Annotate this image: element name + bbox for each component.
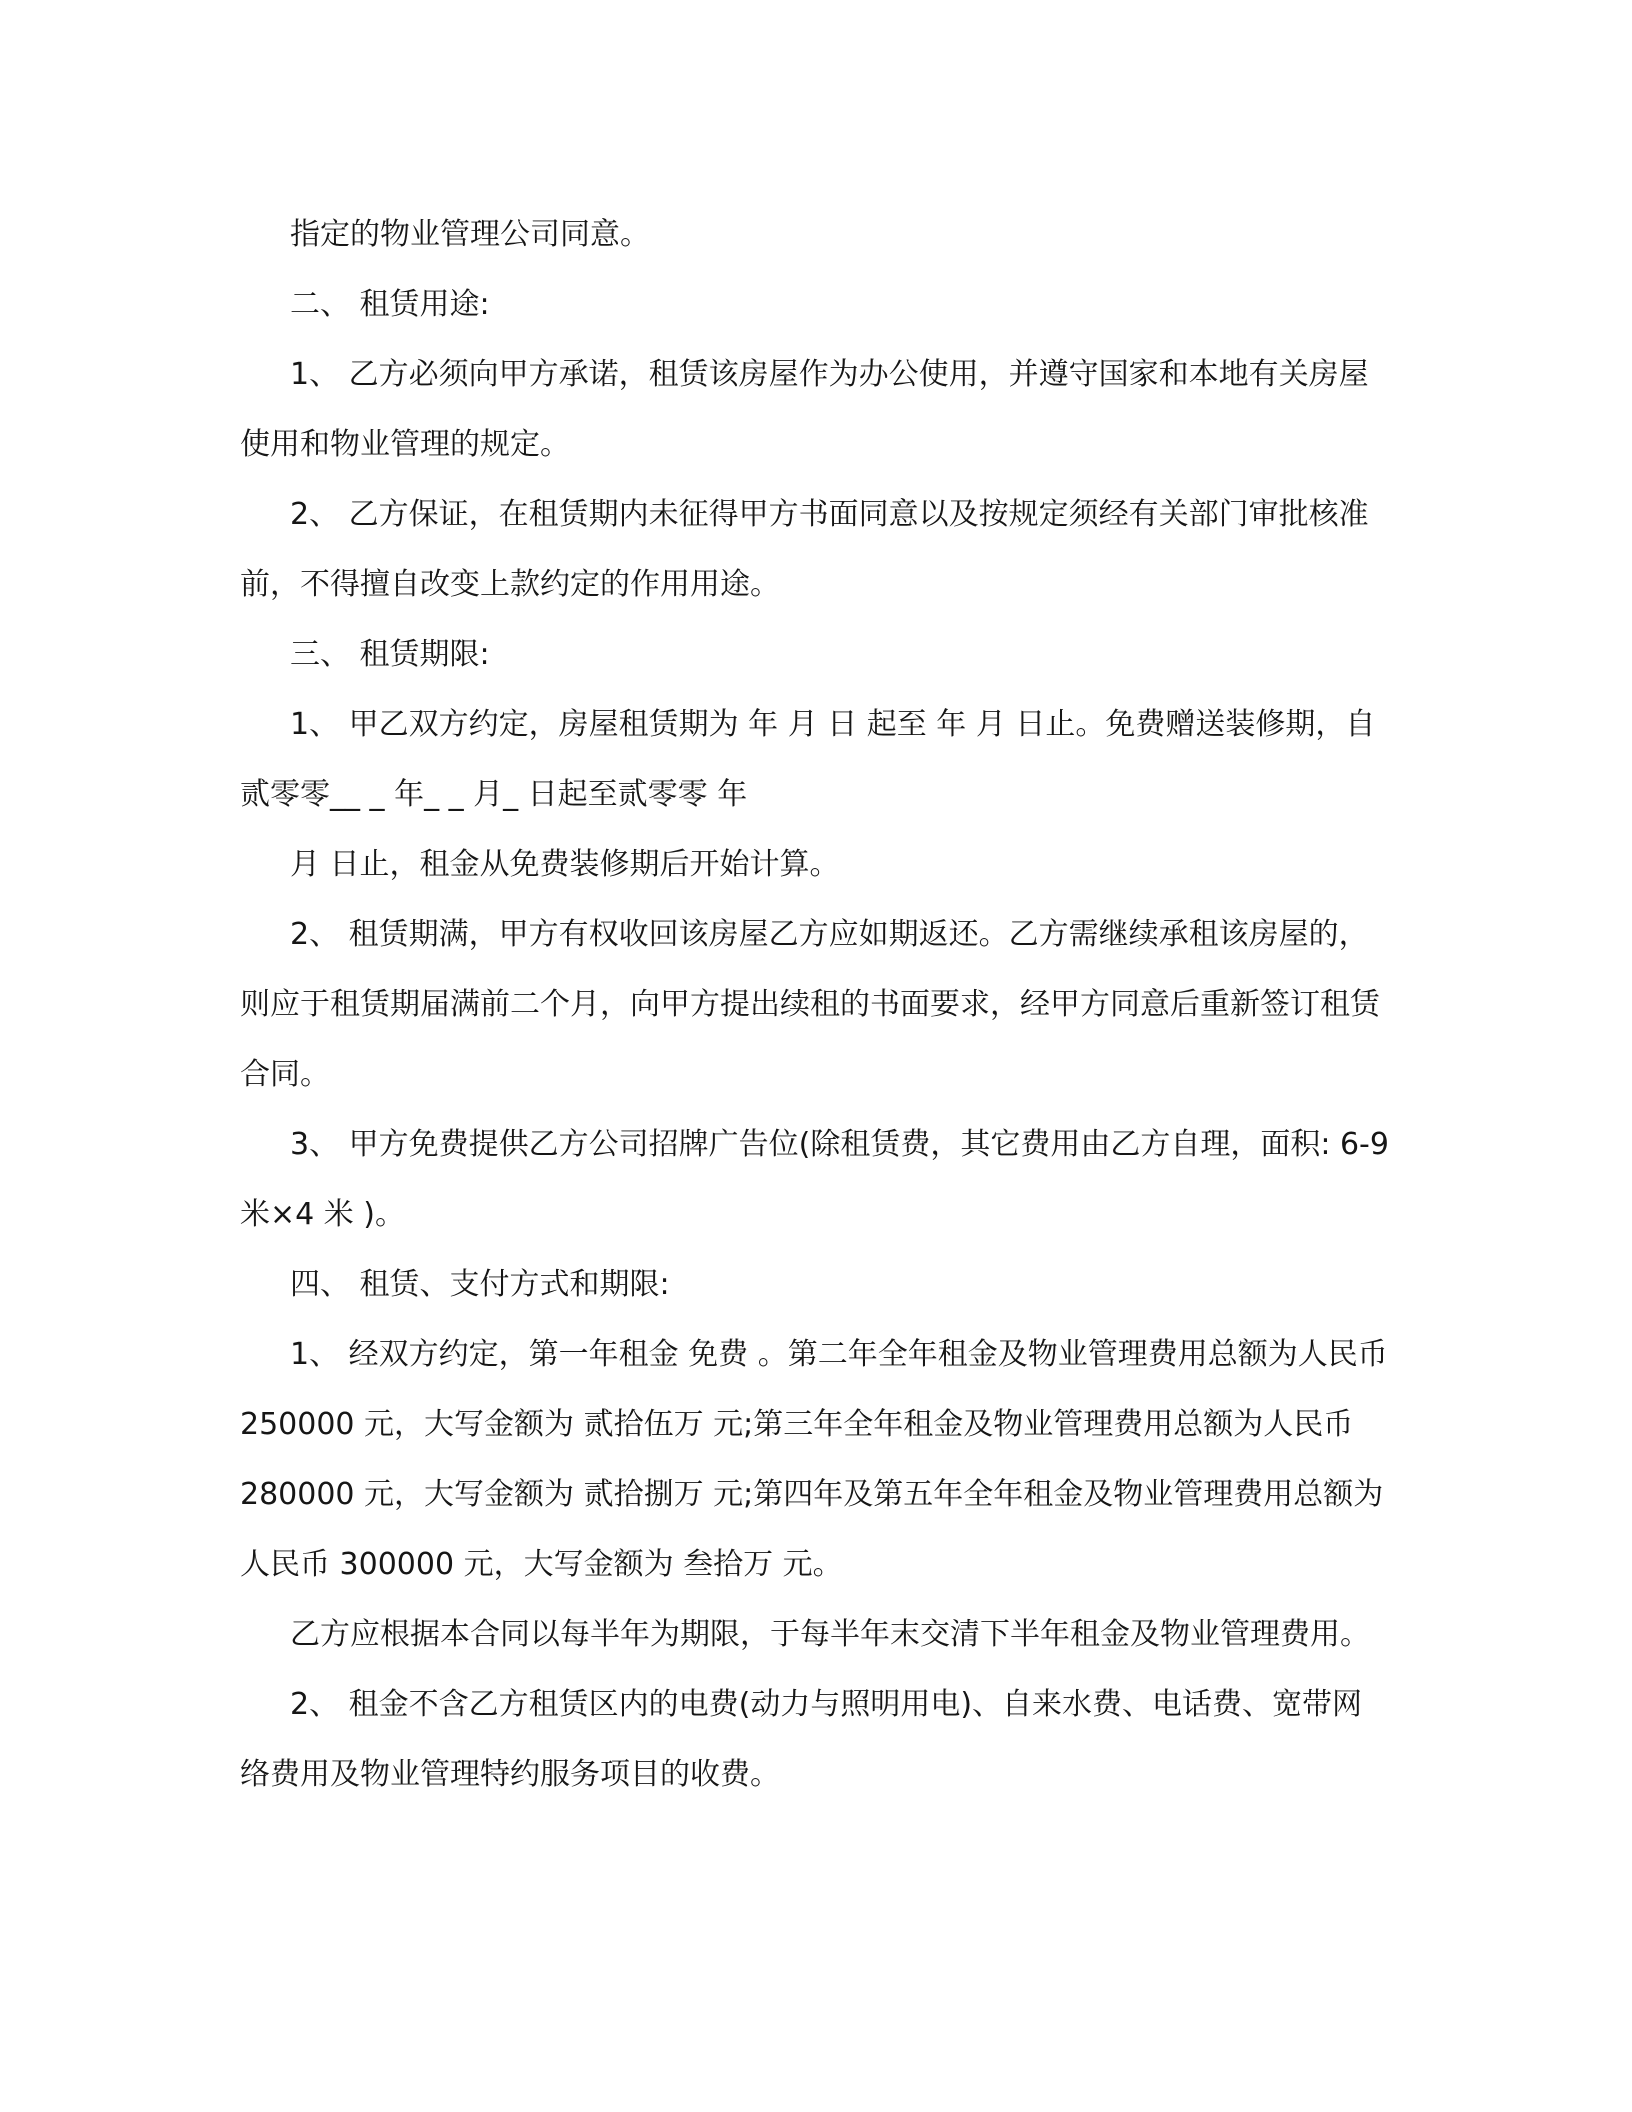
clause-3-1-term-and-fitout: 1、 甲乙双方约定，房屋租赁期为 年 月 日 起至 年 月 日止。免费赠送装修期，自贰零零__ _ 年_ _ 月_ 日起至贰零零 年	[240, 707, 1376, 812]
clause-4-2-excluded-fees: 2、 租金不含乙方租赁区内的电费(动力与照明用电)、自来水费、电话费、宽带网络费用及物业管理特约服务项目的收费。	[240, 1687, 1363, 1792]
clause-2-2-no-change-use: 2、 乙方保证，在租赁期内未征得甲方书面同意以及按规定须经有关部门审批核准前，不得擅自改变上款约定的作用用途。	[240, 497, 1369, 602]
heading-payment-terms: 四、 租赁、支付方式和期限:	[290, 1267, 670, 1302]
clause-4-1-rent-amounts: 1、 经双方约定，第一年租金 免费 。第二年全年租金及物业管理费用总额为人民币 250000 元，大写金额为 贰拾伍万 元;第三年全年租金及物业管理费用总额为人民币 280000 元，大写金额为 贰拾捌万 元;第四年及第五年全年租金及物业管理费用总额为人民币 300000 元，大写金额为 叁拾万 元。	[240, 1337, 1398, 1582]
heading-lease-term: 三、 租赁期限:	[290, 637, 490, 672]
clause-2-1-office-use: 1、 乙方必须向甲方承诺，租赁该房屋作为办公使用，并遵守国家和本地有关房屋使用和物业管理的规定。	[240, 357, 1369, 462]
heading-lease-purpose: 二、 租赁用途:	[290, 287, 490, 322]
clause-3-1-continuation: 月 日止，租金从免费装修期后开始计算。	[290, 847, 840, 882]
clause-4-1-payment-schedule: 乙方应根据本合同以每半年为期限，于每半年末交清下半年租金及物业管理费用。	[290, 1617, 1370, 1652]
paragraph-property-consent: 指定的物业管理公司同意。	[290, 217, 650, 252]
clause-3-3-signage: 3、 甲方免费提供乙方公司招牌广告位(除租赁费，其它费用由乙方自理，面积: 6-9 米×4 米 )。	[240, 1127, 1399, 1232]
document-body	[240, 200, 1399, 1810]
clause-3-2-renewal: 2、 租赁期满，甲方有权收回该房屋乙方应如期返还。乙方需继续承租该房屋的，则应于租赁期届满前二个月，向甲方提出续租的书面要求，经甲方同意后重新签订租赁合同。	[240, 917, 1380, 1092]
